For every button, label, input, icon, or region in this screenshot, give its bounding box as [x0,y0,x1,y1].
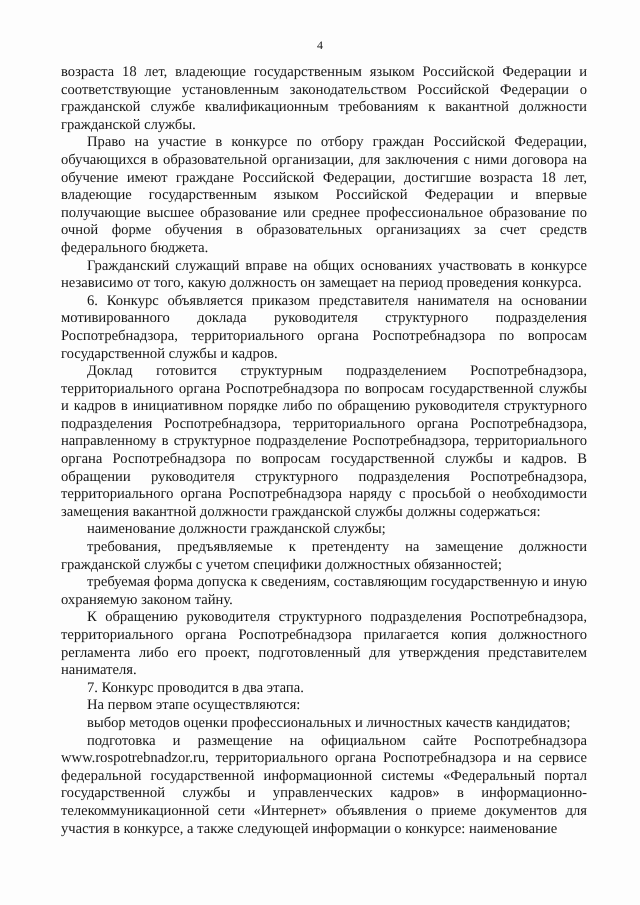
list-item-publication: подготовка и размещение на официальном сайте Роспотребнадзора www.rospotrebnadzor.ru, территориального органа Роспотребнадзора и на сервисе федеральной государственной информационной системы «Федеральный портал государственной службы и управленческих кадров» в информационно-телекоммуникационной сети «Интернет» объявления о приеме документов для участия в конкурсе, а также следующей информации о конкурсе: наименование [61,732,587,837]
list-item-candidate-requirements: требования, предъявляемые к претенденту на замещение должности гражданской службы с учетом специфики должностных обязанностей; [61,539,587,573]
page-number: 4 [317,38,323,52]
paragraph-clause-6: 6. Конкурс объявляется приказом представителя нанимателя на основании мотивированного доклада руководителя структурного подразделения Роспотребнадзора, территориального органа Роспотребнадзора по вопросам государственной службы и кадров. [61,292,587,362]
paragraph-report-preparation: Доклад готовится структурным подразделением Роспотребнадзора, территориального органа Роспотребнадзора по вопросам государственной службы и кадров в инициативном порядке либо по обращению руководителя структурного подразделения Роспотребнадзора, территориального органа Роспотребнадзора, направленному в структурное подразделение Роспотребнадзора, территориального органа Роспотребнадзора по вопросам государственной службы и кадров. В обращении руководителя структурного подразделения Роспотребнадзора, территориального органа Роспотребнадзора наряду с просьбой о необходимости замещения вакантной должности гражданской службы должны содержаться: [61,363,587,520]
list-item-access-form: требуемая форма допуска к сведениям, составляющим государственную и иную охраняемую законом тайну. [61,574,587,608]
paragraph-eligibility-continuation: возраста 18 лет, владеющие государственным языком Российской Федерации и соответствующие установленным законодательством Российской Федерации о гражданской службе квалификационным требованиям к вакантной должности гражданской службы. [61,64,587,133]
paragraph-student-participation: Право на участие в конкурсе по отбору граждан Российской Федерации, обучающихся в образовательной организации, для заключения с ними договора на обучение имеют граждане Российской Федерации, достигшие возраста 18 лет, владеющие государственным языком Российской Федерации и впервые получающие высшее образование или среднее профессиональное образование по очной форме обучения в образовательных организациях за счет средств федерального бюджета. [61,134,587,256]
paragraph-civil-servant-right: Гражданский служащий вправе на общих основаниях участвовать в конкурсе независимо от того, какую должность он замещает на период проведения конкурса. [61,257,587,292]
paragraph-first-stage: На первом этапе осуществляются: [87,697,301,714]
list-item-assessment-methods: выбор методов оценки профессиональных и личностных качеств кандидатов; [87,714,571,731]
paragraph-regulation-copy: К обращению руководителя структурного подразделения Роспотребнадзора, территориального органа Роспотребнадзора прилагается копия должностного регламента либо его проект, подготовленный для утверждения представителем нанимателя. [61,609,587,679]
list-item-position-name: наименование должности гражданской службы; [87,521,386,538]
paragraph-clause-7: 7. Конкурс проводится в два этапа. [87,679,304,696]
document-body [61,64,587,838]
